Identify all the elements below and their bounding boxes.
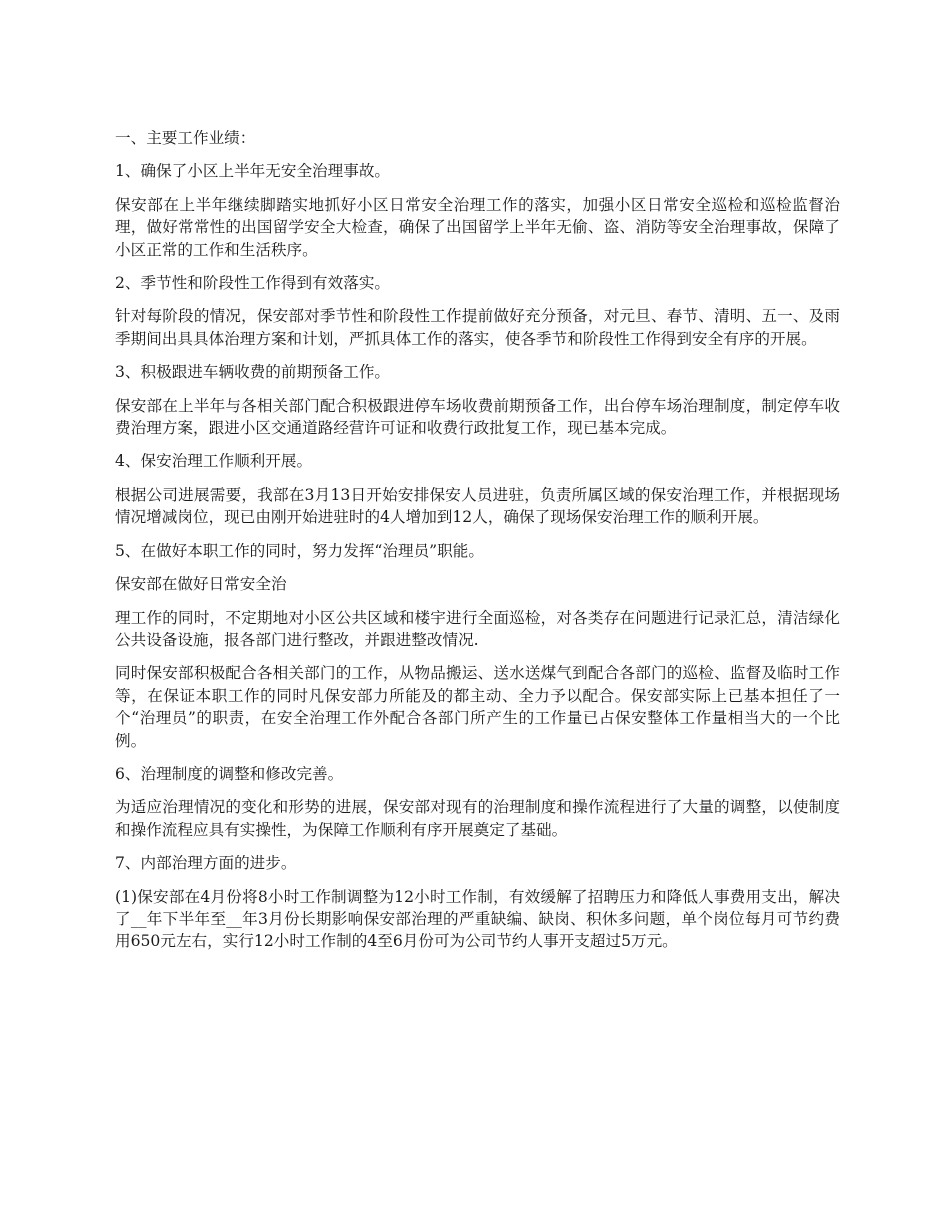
item-heading-2: 2、季节性和阶段性工作得到有效落实。 bbox=[115, 274, 391, 293]
section-heading: 一、主要工作业绩： bbox=[115, 129, 256, 147]
paragraph: 同时保安部积极配合各相关部门的工作，从物品搬运、送水送煤气到配合各部门的巡检、监督及临时工作等，在保证本职工作的同时凡保安部力所能及的都主动、全力予以配合。保安部实际上已基本担任了一个“治理员”的职责，在安全治理工作外配合各部门所产生的工作量已占保安整体工作量相当大的一个比例。 bbox=[115, 664, 840, 750]
paragraph: 为适应治理情况的变化和形势的进展，保安部对现有的治理制度和操作流程进行了大量的调整，以使制度和操作流程应具有实操性，为保障工作顺利有序开展奠定了基础。 bbox=[115, 798, 840, 839]
paragraph: 保安部在做好日常安全治 bbox=[115, 575, 287, 594]
item-heading-5: 5、在做好本职工作的同时，努力发挥“治理员”职能。 bbox=[115, 541, 484, 560]
item-heading-4: 4、保安治理工作顺利开展。 bbox=[115, 452, 313, 471]
paragraph: (1)保安部在4月份将8小时工作制调整为12小时工作制，有效缓解了招聘压力和降低人事费用支出，解决了__年下半年至__年3月份长期影响保安部治理的严重缺编、缺岗、积休多问题，单个岗位每月可节约费用650元左右，实行12小时工作制的4至6月份可为公司节约人事开支超过5万元。 bbox=[115, 887, 840, 951]
paragraph: 保安部在上半年继续脚踏实地抓好小区日常安全治理工作的落实，加强小区日常安全巡检和巡检监督治理，做好常常性的出国留学安全大检查，确保了出国留学上半年无偷、盗、消防等安全治理事故，保障了小区正常的工作和生活秩序。 bbox=[115, 195, 840, 259]
item-heading-1: 1、确保了小区上半年无安全治理事故。 bbox=[115, 162, 391, 181]
document-body bbox=[115, 127, 840, 964]
item-heading-6: 6、治理制度的调整和修改完善。 bbox=[115, 764, 344, 783]
paragraph: 针对每阶段的情况，保安部对季节性和阶段性工作提前做好充分预备，对元旦、春节、清明、五一、及雨季期间出具具体治理方案和计划，严抓具体工作的落实，使各季节和阶段性工作得到安全有序的开展。 bbox=[115, 307, 840, 348]
paragraph: 保安部在上半年与各相关部门配合积极跟进停车场收费前期预备工作，出台停车场治理制度，制定停车收费治理方案，跟进小区交通道路经营许可证和收费行政批复工作，现已基本完成。 bbox=[115, 396, 840, 438]
paragraph: 理工作的同时，不定期地对小区公共区域和楼宇进行全面巡检，对各类存在问题进行记录汇总，清洁绿化公共设备设施，报各部门进行整改，并跟进整改情况. bbox=[115, 608, 840, 649]
paragraph: 根据公司进展需要，我部在3月13日开始安排保安人员进驻，负责所属区域的保安治理工作，并根据现场情况增减岗位，现已由刚开始进驻时的4人增加到12人，确保了现场保安治理工作的顺利开展。 bbox=[115, 485, 840, 527]
item-heading-7: 7、内部治理方面的进步。 bbox=[115, 854, 297, 873]
item-heading-3: 3、积极跟进车辆收费的前期预备工作。 bbox=[115, 363, 391, 382]
